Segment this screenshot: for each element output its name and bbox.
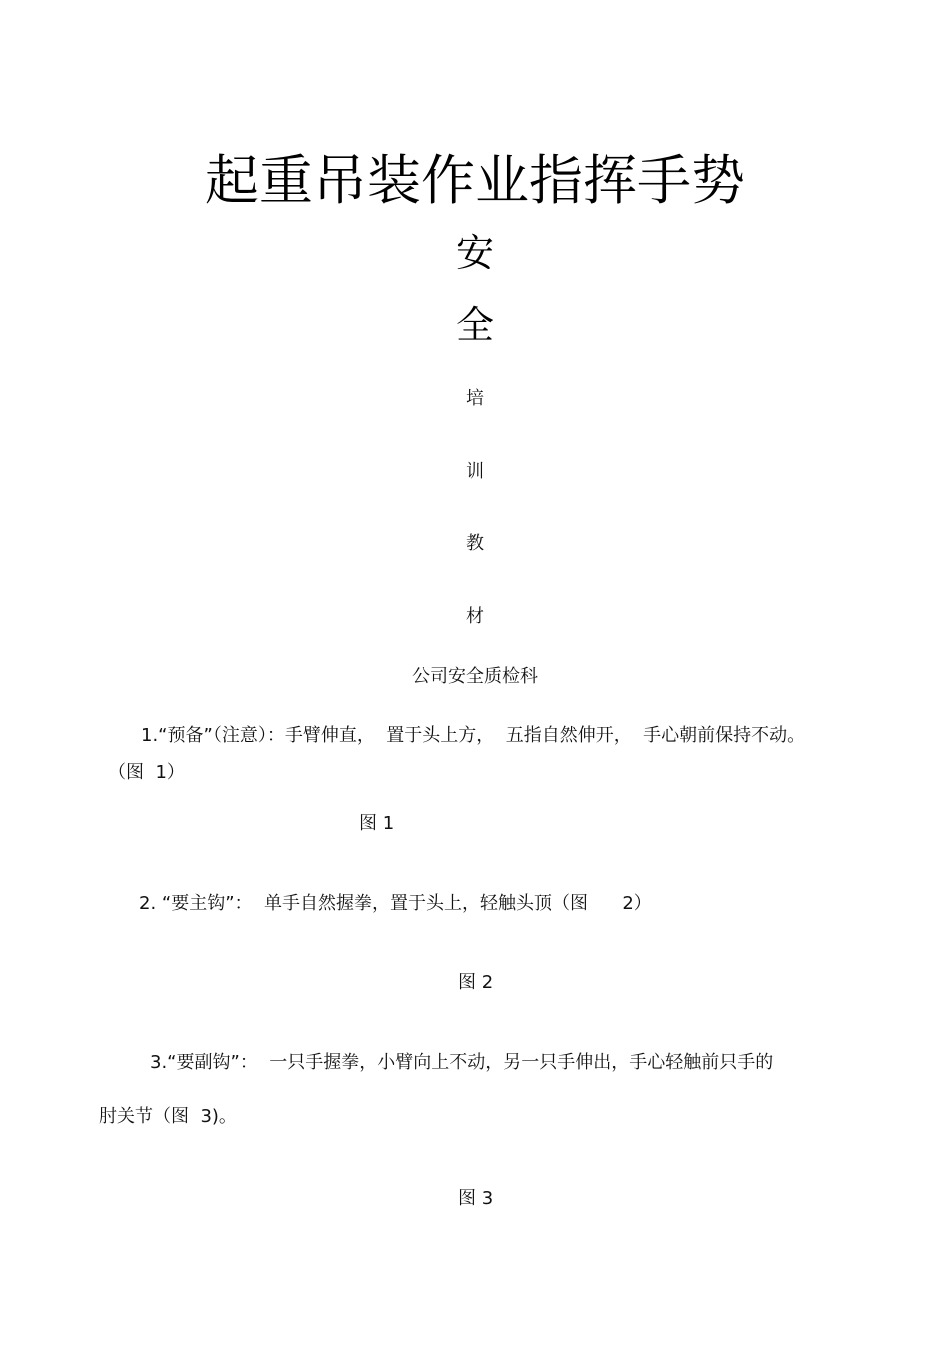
department-label: 公司安全质检科 (412, 666, 538, 687)
instruction-1-line-2: （图 1） (108, 762, 185, 783)
subtitle-char-2: 全 (455, 303, 494, 347)
subtitle-small-char-2: 训 (466, 461, 484, 482)
subtitle-small-char-4: 材 (466, 606, 484, 627)
figure-3-caption: 图 3 (458, 1188, 494, 1209)
instruction-3-line-2: 肘关节（图 3)。 (99, 1106, 237, 1127)
document-title: 起重吊装作业指挥手势 (205, 149, 745, 212)
figure-2-caption: 图 2 (458, 972, 494, 993)
figure-1-caption: 图 1 (359, 813, 395, 834)
subtitle-small-char-3: 教 (466, 533, 484, 554)
subtitle-small-char-1: 培 (466, 388, 484, 409)
instruction-3-line-1: 3.“要副钩”： 一只手握拳，小臂向上不动，另一只手伸出，手心轻触前只手的 (150, 1052, 774, 1073)
instruction-1-line-1: 1.“预备”（注意）：手臂伸直， 置于头上方， 五指自然伸开， 手心朝前保持不动。 (141, 725, 806, 746)
instruction-2-line-1: 2. “要主钩”： 单手自然握拳，置于头上，轻触头顶（图 2） (139, 893, 652, 914)
subtitle-char-1: 安 (455, 231, 494, 275)
